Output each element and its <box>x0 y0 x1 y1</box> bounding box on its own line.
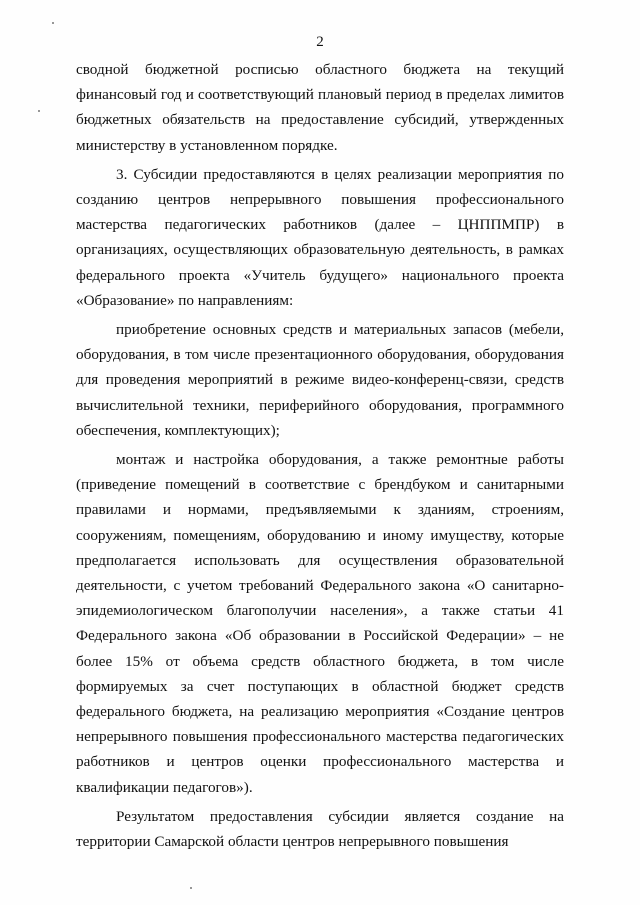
paragraph-acquisition: приобретение основных средств и материальных запасов (мебели, оборудования, в том числе презентационного оборудования, оборудования для проведения мероприятий в режиме видео-конференц-связи, средств вычислительной техники, периферийного оборудования, программного обеспечения, комплектующих); <box>76 321 564 439</box>
document-body <box>76 57 564 854</box>
scan-speck <box>38 110 40 112</box>
paragraph-continuation: сводной бюджетной росписью областного бюджета на текущий финансовый год и соответствующий плановый период в пределах лимитов бюджетных обязательств на предоставление субсидий, утвержденных министерству в установленном порядке. <box>76 61 564 154</box>
scan-speck <box>52 22 54 24</box>
paragraph-item-3: 3. Субсидии предоставляются в целях реализации мероприятия по созданию центров непрерывного повышения профессионального мастерства педагогических работников (далее – ЦНППМПР) в организациях, осуществляющих образовательную деятельность, в рамках федерального проекта «Учитель будущего» национального проекта «Образование» по направлениям: <box>76 165 564 309</box>
page-number: 2 <box>316 34 324 50</box>
paragraph-result: Результатом предоставления субсидии является создание на территории Самарской области центров непрерывного повышения <box>76 807 564 851</box>
paragraph-installation: монтаж и настройка оборудования, а также ремонтные работы (приведение помещений в соответствие с брендбуком и санитарными правилами и нормами, предъявляемыми к зданиям, строениям, сооружениям, помещениям, оборудованию и иному имуществу, которые предполагается использовать для осуществления образовательной деятельности, с учетом требований Федерального закона «О санитарно-эпидемиологическом благополучии населения», а также статьи 41 Федерального закона «Об образовании в Российской Федерации» – не более 15% от объема средств областного бюджета, в том числе формируемых за счет поступающих в областной бюджет средств федерального бюджета, на реализацию мероприятия «Создание центров непрерывного повышения профессионального мастерства педагогических работников и центров оценки профессионального мастерства и квалификации педагогов»). <box>76 451 564 796</box>
scan-speck <box>190 887 192 889</box>
